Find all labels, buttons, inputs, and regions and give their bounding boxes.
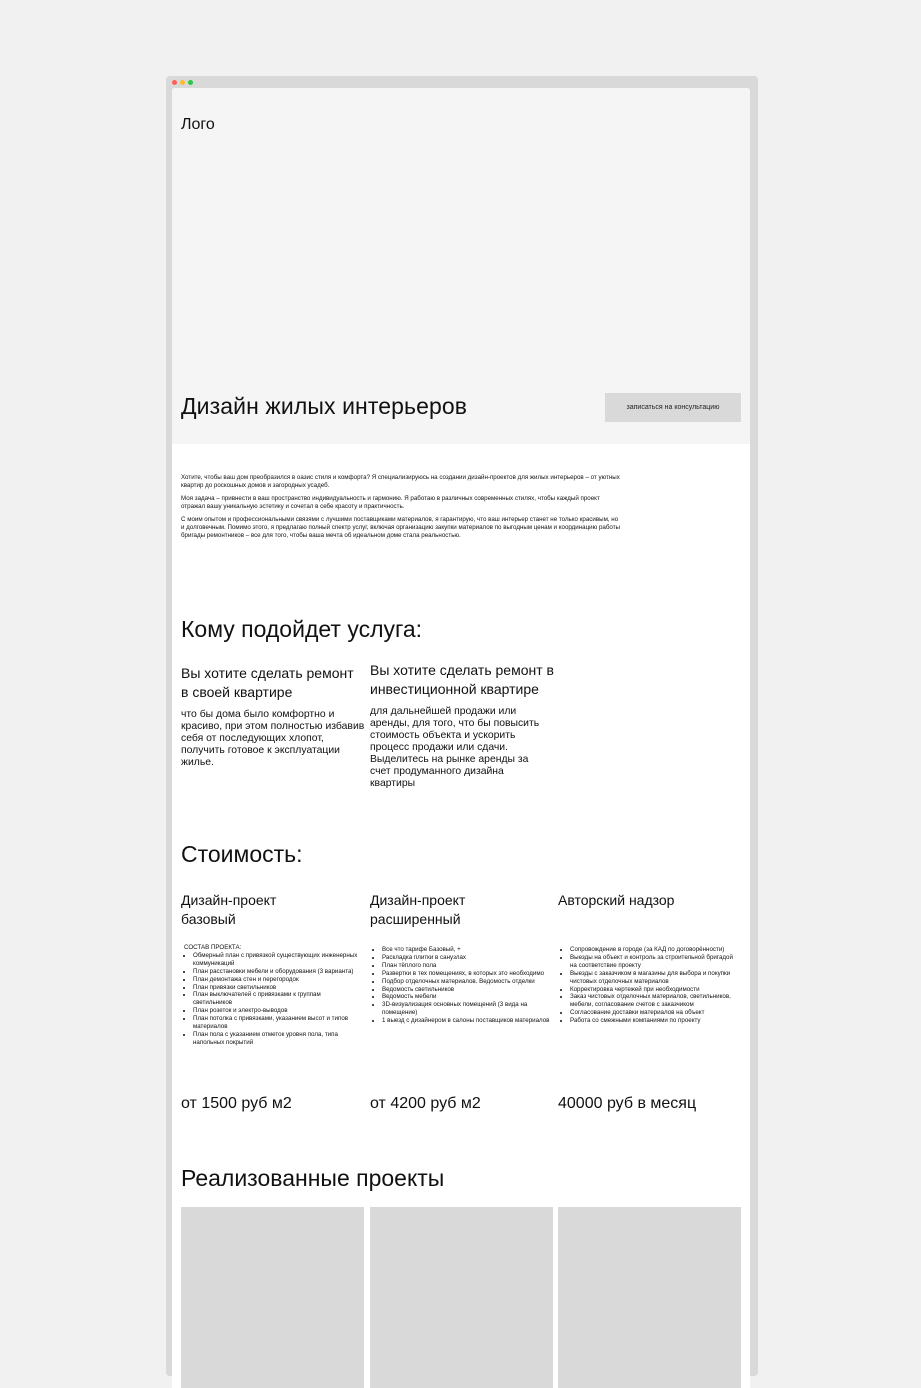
- plan-features: [558, 946, 741, 1025]
- plan-feature: • План пола с указанием отметок уровня пола, типа напольных покрытий: [193, 1031, 361, 1047]
- audience-heading: Кому подойдет услуга:: [181, 616, 423, 642]
- plan-feature: • Ведомость светильников: [382, 986, 550, 994]
- plan-heading: [181, 891, 356, 929]
- maximize-window-dot-icon[interactable]: [188, 80, 193, 85]
- plan-feature: • Все что тарифе Базовый, +: [382, 946, 550, 954]
- plan-feature: • Ведомость мебели: [382, 993, 550, 1001]
- plan-feature-list: [370, 946, 550, 1025]
- plan-heading: [558, 891, 741, 910]
- browser-window: [166, 76, 758, 1376]
- plan-heading-line: расширенный: [370, 911, 461, 927]
- plan-feature: • План выключателей с привязками к группам светильников: [193, 991, 361, 1007]
- plan-feature-list: [558, 946, 741, 1025]
- plan-feature: • План расстановки мебели и оборудования (3 варианта): [193, 968, 361, 976]
- plan-feature: • Подбор отделочных материалов. Ведомость отделки: [382, 978, 550, 986]
- plan-feature: • План тёплого пола: [382, 962, 550, 970]
- intro-paragraph: С моим опытом и профессиональными связями с лучшими поставщиками материалов, я гарантирую, что ваш интерьер станет не только красивым, но и долговечным. Помимо этого, я предлагаю полный спектр услуг, включая организацию закупки материалов по выгодным ценам и координацию работы бригады ремонтников – все для того, чтобы ваша мечта об идеальном доме стала реальностью.: [181, 516, 620, 539]
- plan-features: [181, 952, 361, 1047]
- audience-item-text: что бы дома было комфортно и красиво, при этом полностью избавив себя от последующих хлопот, получить готовое к эксплуатации жилье.: [181, 709, 365, 768]
- plan-price: от 1500 руб м2: [181, 1095, 292, 1112]
- audience-item-heading: Вы хотите сделать ремонт в своей квартире: [181, 665, 354, 700]
- minimize-window-dot-icon[interactable]: [180, 80, 185, 85]
- plan-heading-line: Дизайн-проект: [370, 892, 466, 908]
- plan-feature: • Выезды на объект и контроль за строительной бригадой на соответствие проекту: [570, 954, 741, 970]
- pricing-heading: Стоимость:: [181, 841, 303, 867]
- intro-paragraph: Хотите, чтобы ваш дом преобразился в оазис стиля и комфорта? Я специализируюсь на создании дизайн-проектов для жилых интерьеров – от уютных квартир до роскошных домов и загородных усадеб.: [181, 474, 620, 489]
- plan-heading-line: базовый: [181, 911, 236, 927]
- plan-features: [370, 946, 550, 1025]
- page-title: Дизайн жилых интерьеров: [181, 393, 468, 419]
- intro-text: [181, 474, 621, 545]
- projects-heading: Реализованные проекты: [181, 1165, 445, 1191]
- project-card-image[interactable]: [181, 1207, 364, 1388]
- plan-heading: [370, 891, 545, 929]
- plan-feature: • Корректировка чертежей при необходимости: [570, 986, 741, 994]
- plan-feature: • Работа со смежными компаниями по проекту: [570, 1017, 741, 1025]
- page-content: [172, 88, 750, 1388]
- plan-feature: • План потолка с привязками, указанием высот и типов материалов: [193, 1015, 361, 1031]
- plan-feature: • План демонтажа стен и перегородок: [193, 976, 361, 984]
- plan-heading-line: Дизайн-проект: [181, 892, 277, 908]
- plan-feature: • Заказ чистовых отделочных материалов, светильников, мебели, согласование счетов с заказчиком: [570, 993, 741, 1009]
- plan-feature: • Раскладка плитки в санузлах: [382, 954, 550, 962]
- audience-item-heading: Вы хотите сделать ремонт в инвестиционной квартире: [370, 662, 554, 697]
- hero-section: [172, 88, 750, 444]
- book-consultation-button[interactable]: записаться на консультацию: [605, 393, 741, 422]
- plan-heading-line: Авторский надзор: [558, 892, 675, 908]
- plan-feature: • Выезды с заказчиком в магазины для выбора и покупки чистовых отделочных материалов: [570, 970, 741, 986]
- plan-price: от 4200 руб м2: [370, 1095, 481, 1112]
- plan-feature: • 1 выезд с дизайнером в салоны поставщиков материалов: [382, 1017, 550, 1025]
- project-card-image[interactable]: [558, 1207, 741, 1388]
- project-card-image[interactable]: [370, 1207, 553, 1388]
- plan-price: 40000 руб в месяц: [558, 1095, 697, 1112]
- logo[interactable]: Лого: [181, 116, 215, 133]
- plan-feature: • Обмерный план с привязкой существующих инженерных коммуникаций: [193, 952, 361, 968]
- plan-feature: • 3D-визуализация основных помещений (3 вида на помещение): [382, 1001, 550, 1017]
- plan-feature: • Сопровождение в городе (за КАД по договорённости): [570, 946, 741, 954]
- plan-feature: • Согласование доставки материалов на объект: [570, 1009, 741, 1017]
- plan-feature-list: [181, 944, 361, 1047]
- plan-feature: • План розеток и электро-выводов: [193, 1007, 361, 1015]
- close-window-dot-icon[interactable]: [172, 80, 177, 85]
- plan-feature: • План привязки светильников: [193, 984, 361, 992]
- plan-lead: СОСТАВ ПРОЕКТА:: [184, 944, 242, 951]
- plan-feature: • Развертки в тех помещениях, в которых это необходимо: [382, 970, 550, 978]
- intro-paragraph: Моя задача – привнести в ваш пространство индивидуальность и гармонию. Я работаю в различных современных стилях, чтобы каждый проект отражал вашу уникальную эстетику и сочетал в себе красоту и практичность.: [181, 495, 600, 510]
- audience-item-text: для дальнейшей продажи или аренды, для того, что бы повысить стоимость объекта и ускорить процесс продажи или сдачи. Выделитесь на рынке аренды за счет продуманного дизайна квартиры: [370, 706, 540, 789]
